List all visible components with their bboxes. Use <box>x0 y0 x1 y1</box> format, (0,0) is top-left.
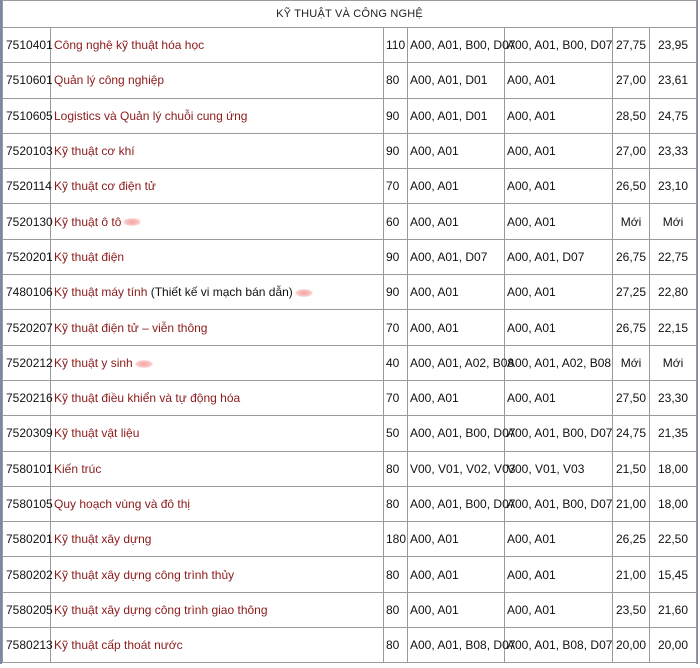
program-name <box>51 204 384 239</box>
table-row <box>3 486 697 521</box>
score-2: 24,75 <box>650 98 697 133</box>
score-2: 18,00 <box>650 486 697 521</box>
program-name <box>51 310 384 345</box>
subject-groups-a: A00, A01 <box>408 592 505 627</box>
score-2: 18,00 <box>650 451 697 486</box>
quota: 40 <box>384 345 408 380</box>
subject-groups-b: A00, A01, B08, D07 <box>505 628 613 663</box>
program-code: 7510605 <box>3 98 51 133</box>
program-name-text: Quy hoạch vùng và đô thị <box>54 497 191 511</box>
program-name <box>51 451 384 486</box>
table-row <box>3 98 697 133</box>
subject-groups-a: A00, A01, B08, D07 <box>408 628 505 663</box>
score-2: 22,15 <box>650 310 697 345</box>
score-2: 22,50 <box>650 522 697 557</box>
program-name <box>51 275 384 310</box>
program-name <box>51 416 384 451</box>
program-code: 7580205 <box>3 592 51 627</box>
program-code: 7520114 <box>3 169 51 204</box>
subject-groups-b: A00, A01 <box>505 592 613 627</box>
score-1: 20,00 <box>613 628 650 663</box>
subject-groups-a: A00, A01 <box>408 169 505 204</box>
table-body <box>3 1 697 663</box>
table-row <box>3 133 697 168</box>
program-name-text: Kỹ thuật ô tô <box>54 214 122 229</box>
quota: 70 <box>384 380 408 415</box>
score-2: 21,60 <box>650 592 697 627</box>
new-badge-icon <box>295 289 313 297</box>
score-1: 21,00 <box>613 486 650 521</box>
score-2: 23,95 <box>650 28 697 63</box>
subject-groups-a: V00, V01, V02, V03 <box>408 451 505 486</box>
program-code: 7510401 <box>3 28 51 63</box>
subject-groups-b: A00, A01 <box>505 522 613 557</box>
subject-groups-a: A00, A01 <box>408 310 505 345</box>
program-name <box>51 133 384 168</box>
new-badge-icon <box>123 218 141 226</box>
program-code: 7520201 <box>3 239 51 274</box>
subject-groups-b: A00, A01 <box>505 557 613 592</box>
score-1: 26,50 <box>613 169 650 204</box>
subject-groups-b: A00, A01, A02, B08 <box>505 345 613 380</box>
quota: 80 <box>384 486 408 521</box>
table-row <box>3 310 697 345</box>
subject-groups-a: A00, A01, D07 <box>408 239 505 274</box>
subject-groups-b: A00, A01 <box>505 310 613 345</box>
quota: 90 <box>384 275 408 310</box>
quota: 50 <box>384 416 408 451</box>
quota: 110 <box>384 28 408 63</box>
table-row <box>3 451 697 486</box>
program-name <box>51 486 384 521</box>
program-code: 7580202 <box>3 557 51 592</box>
program-code: 7580213 <box>3 628 51 663</box>
new-badge-icon <box>135 360 153 368</box>
score-1: 26,75 <box>613 239 650 274</box>
program-name-text: Kiến trúc <box>54 461 102 476</box>
score-2: 20,00 <box>650 628 697 663</box>
subject-groups-a: A00, A01 <box>408 557 505 592</box>
subject-groups-a: A00, A01, B00, D07 <box>408 28 505 63</box>
subject-groups-a: A00, A01, A02, B08 <box>408 345 505 380</box>
program-name <box>51 557 384 592</box>
score-1: 27,50 <box>613 380 650 415</box>
score-1: 21,00 <box>613 557 650 592</box>
admission-table <box>2 0 697 663</box>
subject-groups-b: A00, A01, B00, D07 <box>505 28 613 63</box>
program-name-text: Kỹ thuật vật liệu <box>54 426 140 441</box>
score-1: 23,50 <box>613 592 650 627</box>
quota: 90 <box>384 239 408 274</box>
quota: 80 <box>384 63 408 98</box>
program-name-text: Kỹ thuật máy tính <box>54 285 148 300</box>
program-name-note: (Thiết kế vi mạch bán dẫn) <box>150 285 293 300</box>
table-row <box>3 416 697 451</box>
subject-groups-a: A00, A01 <box>408 275 505 310</box>
program-name-text: Kỹ thuật điện <box>54 249 125 264</box>
score-1: 24,75 <box>613 416 650 451</box>
score-1: 27,25 <box>613 275 650 310</box>
program-name-text: Quản lý công nghiệp <box>54 73 165 88</box>
subject-groups-a: A00, A01, B00, D07 <box>408 416 505 451</box>
program-code: 7520309 <box>3 416 51 451</box>
program-name-text: Kỹ thuật y sinh <box>54 355 133 370</box>
program-code: 7520207 <box>3 310 51 345</box>
quota: 80 <box>384 628 408 663</box>
program-code: 7480106 <box>3 275 51 310</box>
program-name <box>51 63 384 98</box>
program-name <box>51 169 384 204</box>
table-row <box>3 345 697 380</box>
program-code: 7580201 <box>3 522 51 557</box>
program-code: 7580101 <box>3 451 51 486</box>
program-name-text: Kỹ thuật xây dựng <box>54 532 152 547</box>
subject-groups-b: A00, A01 <box>505 98 613 133</box>
program-name <box>51 28 384 63</box>
score-1: Mới <box>613 204 650 239</box>
subject-groups-b: A00, A01 <box>505 380 613 415</box>
subject-groups-a: A00, A01, B00, D07 <box>408 486 505 521</box>
score-1: 21,50 <box>613 451 650 486</box>
program-code: 7520103 <box>3 133 51 168</box>
subject-groups-a: A00, A01 <box>408 522 505 557</box>
bottom-edge <box>0 664 700 668</box>
table-row <box>3 380 697 415</box>
table-row <box>3 522 697 557</box>
program-name <box>51 628 384 663</box>
subject-groups-b: A00, A01, D07 <box>505 239 613 274</box>
subject-groups-b: A00, A01 <box>505 204 613 239</box>
program-name <box>51 592 384 627</box>
program-name-text: Kỹ thuật điều khiển và tự động hóa <box>54 391 241 406</box>
quota: 90 <box>384 133 408 168</box>
table-row <box>3 204 697 239</box>
program-name-text: Kỹ thuật điện tử – viễn thông <box>54 320 208 335</box>
score-2: 21,35 <box>650 416 697 451</box>
quota: 180 <box>384 522 408 557</box>
section-title: KỸ THUẬT VÀ CÔNG NGHỆ <box>3 1 697 28</box>
score-2: 23,30 <box>650 380 697 415</box>
score-1: Mới <box>613 345 650 380</box>
program-name <box>51 522 384 557</box>
table-row <box>3 628 697 663</box>
program-name-text: Kỹ thuật xây dựng công trình thủy <box>54 567 235 582</box>
table-row <box>3 239 697 274</box>
section-header-row <box>3 1 697 28</box>
score-2: 15,45 <box>650 557 697 592</box>
program-name-text: Kỹ thuật cơ khí <box>54 144 135 159</box>
program-name-text: Kỹ thuật cấp thoát nước <box>54 638 183 653</box>
subject-groups-a: A00, A01, D01 <box>408 63 505 98</box>
score-2: 22,80 <box>650 275 697 310</box>
table-row <box>3 169 697 204</box>
table-row <box>3 275 697 310</box>
subject-groups-b: A00, A01, B00, D07 <box>505 416 613 451</box>
quota: 80 <box>384 592 408 627</box>
subject-groups-b: A00, A01 <box>505 133 613 168</box>
program-code: 7520212 <box>3 345 51 380</box>
score-2: 23,61 <box>650 63 697 98</box>
program-name-text: Kỹ thuật xây dựng công trình giao thông <box>54 602 268 617</box>
table-row <box>3 557 697 592</box>
score-1: 27,00 <box>613 63 650 98</box>
score-1: 27,75 <box>613 28 650 63</box>
subject-groups-a: A00, A01 <box>408 204 505 239</box>
subject-groups-a: A00, A01, D01 <box>408 98 505 133</box>
program-name <box>51 380 384 415</box>
subject-groups-b: A00, A01, B00, D07 <box>505 486 613 521</box>
subject-groups-a: A00, A01 <box>408 380 505 415</box>
quota: 80 <box>384 557 408 592</box>
score-1: 26,25 <box>613 522 650 557</box>
program-name-text: Kỹ thuật cơ điện tử <box>54 179 156 194</box>
subject-groups-b: A00, A01 <box>505 275 613 310</box>
quota: 90 <box>384 98 408 133</box>
program-name <box>51 98 384 133</box>
subject-groups-b: A00, A01 <box>505 63 613 98</box>
program-name <box>51 345 384 380</box>
score-2: 22,75 <box>650 239 697 274</box>
quota: 70 <box>384 169 408 204</box>
subject-groups-b: V00, V01, V03 <box>505 451 613 486</box>
score-1: 26,75 <box>613 310 650 345</box>
score-2: 23,33 <box>650 133 697 168</box>
score-1: 27,00 <box>613 133 650 168</box>
program-name-text: Logistics và Quản lý chuỗi cung ứng <box>54 108 248 123</box>
program-code: 7520216 <box>3 380 51 415</box>
score-2: 23,10 <box>650 169 697 204</box>
score-1: 28,50 <box>613 98 650 133</box>
table-row <box>3 28 697 63</box>
score-2: Mới <box>650 204 697 239</box>
quota: 70 <box>384 310 408 345</box>
program-code: 7520130 <box>3 204 51 239</box>
table-row <box>3 63 697 98</box>
program-code: 7580105 <box>3 486 51 521</box>
program-name <box>51 239 384 274</box>
program-code: 7510601 <box>3 63 51 98</box>
quota: 60 <box>384 204 408 239</box>
subject-groups-a: A00, A01 <box>408 133 505 168</box>
program-name-text: Công nghệ kỹ thuật hóa học <box>54 38 205 53</box>
quota: 80 <box>384 451 408 486</box>
score-2: Mới <box>650 345 697 380</box>
table-row <box>3 592 697 627</box>
subject-groups-b: A00, A01 <box>505 169 613 204</box>
